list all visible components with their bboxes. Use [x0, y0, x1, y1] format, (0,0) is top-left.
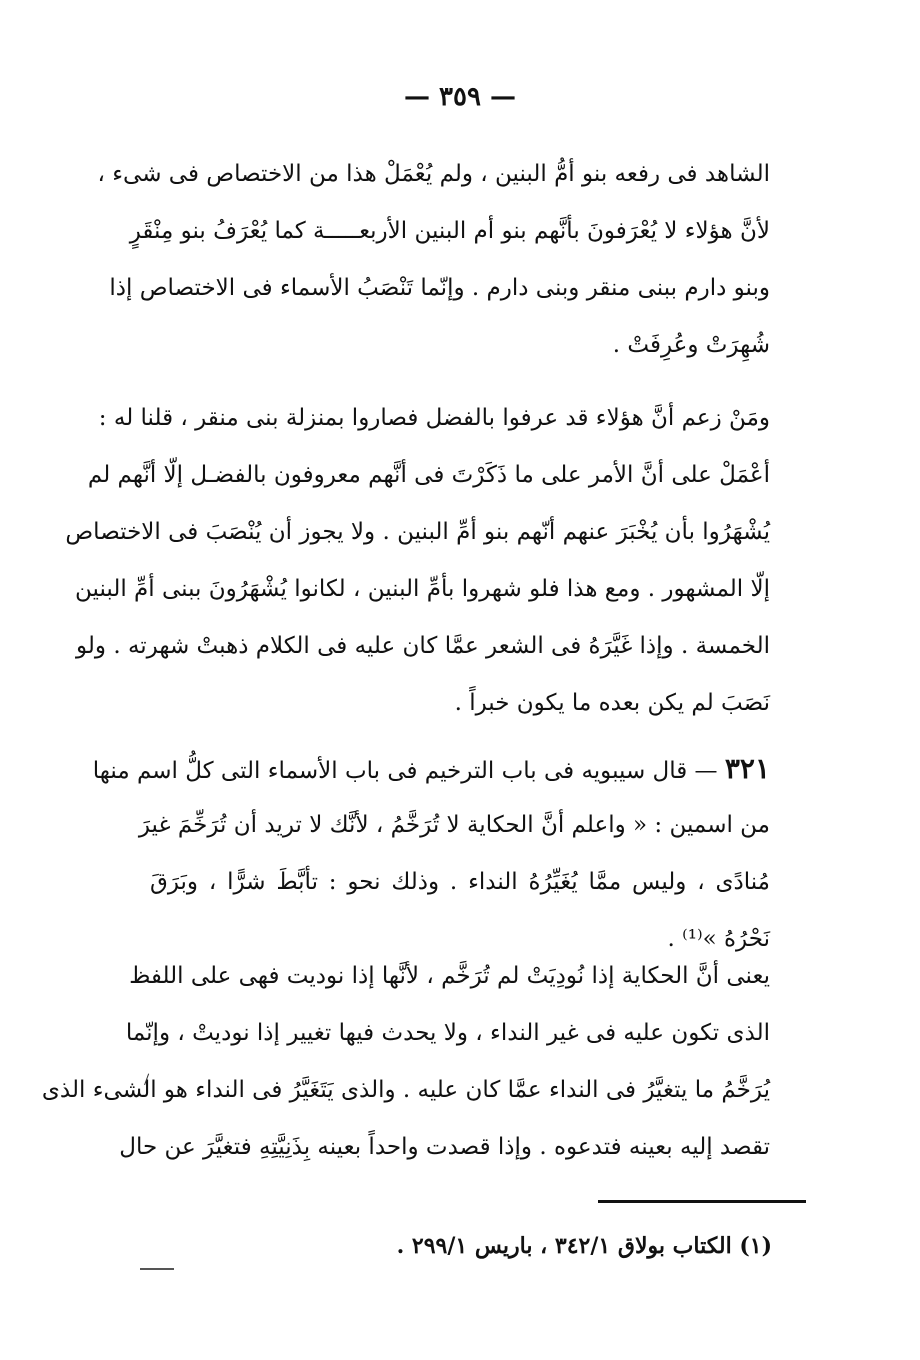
- footnote: (١) الكتاب بولاق ٣٤٢/١ ، باريس ٢٩٩/١ .: [396, 1233, 772, 1259]
- text-line: مُنادًى ، وليس ممَّا يُغَيِّرُهُ النداء . وذلك نحو : تأبَّطَ شرًّا ، وبَرَقَ: [150, 869, 770, 895]
- corner-mark: [140, 1268, 174, 1270]
- text-line: نَحْرُهُ »⁽¹⁾ .: [667, 926, 770, 952]
- text-line: أعْمَلْ على أنَّ الأمر على ما ذَكَرْتَ فى أنَّهم معروفون بالفضـل إلّا أنَّهم لم: [87, 462, 770, 488]
- paragraph-2: [65, 390, 770, 732]
- paragraph-3: [92, 740, 770, 968]
- text-line: وبنو دارم ببنى منقر وبنى دارم . وإنّما تَنْصَبُ الأسماء فى الاختصاص إذا: [109, 275, 770, 301]
- footnote-separator: [598, 1200, 806, 1203]
- section-number: ٣٢١: [724, 752, 770, 785]
- text-line: الذى تكون عليه فى غير النداء ، ولا يحدث فيها تغيير إذا نوديتْ ، وإنّما: [125, 1020, 770, 1046]
- text-line: إلّا المشهور . ومع هذا فلو شهروا بأمِّ البنين ، لكانوا يُشْهَرُونَ ببنى أمِّ البنين: [75, 576, 770, 602]
- text-line: تقصد إليه بعينه فتدعوه . وإذا قصدت واحداً بعينه بِذَنِيَّتِهِ فتغيَّرَ عن حال: [119, 1134, 770, 1160]
- text-line: لأنَّ هؤلاء لا يُعْرَفونَ بأنَّهم بنو أم البنين الأربعـــــة كما يُعْرَفُ بنو مِنْقَرٍ: [129, 218, 770, 244]
- text-line: الخمسة . وإذا غَيَّرَهُ فى الشعر عمَّا كان عليه فى الكلام ذهبتْ شهرته . ولو: [76, 633, 770, 659]
- text-line: [92, 740, 770, 797]
- text-line-content: — قال سيبويه فى باب الترخيم فى باب الأسماء التى كلُّ اسم منها: [92, 758, 718, 784]
- text-line: يُرَخَّمُ ما يتغيَّرُ فى النداء عمَّا كان عليه . والذى يَتَغَيَّرُ فى النداء هو الشىء الذى: [41, 1077, 770, 1103]
- paragraph-4: [41, 948, 770, 1176]
- text-line: نَصَبَ لم يكن بعده ما يكون خبراً .: [454, 690, 770, 716]
- text-line: ومَنْ زعم أنَّ هؤلاء قد عرفوا بالفضل فصاروا بمنزلة بنى منقر ، قلنا له :: [98, 405, 770, 431]
- paragraph-1: [97, 146, 770, 374]
- text-line: من اسمين : « واعلم أنَّ الحكاية لا تُرَخَّمُ ، لأنَّك لا تريد أن تُرَخِّمَ غيرَ: [138, 812, 770, 838]
- text-line: شُهِرَتْ وعُرِفَتْ .: [612, 332, 770, 358]
- text-line: الشاهد فى رفعه بنو أمُّ البنين ، ولم يُعْمَلْ هذا من الاختصاص فى شىء ،: [97, 161, 770, 187]
- page-number: — ٣٥٩ —: [403, 82, 517, 112]
- text-line: يعنى أنَّ الحكاية إذا نُودِيَتْ لم تُرَخَّم ، لأنَّها إذا نوديت فهى على اللفظ: [129, 963, 770, 989]
- text-line: يُشْهَرُوا بأن يُخْبَرَ عنهم أنّهم بنو أمِّ البنين . ولا يجوز أن يُنْصَبَ فى الاختصاص: [65, 519, 770, 545]
